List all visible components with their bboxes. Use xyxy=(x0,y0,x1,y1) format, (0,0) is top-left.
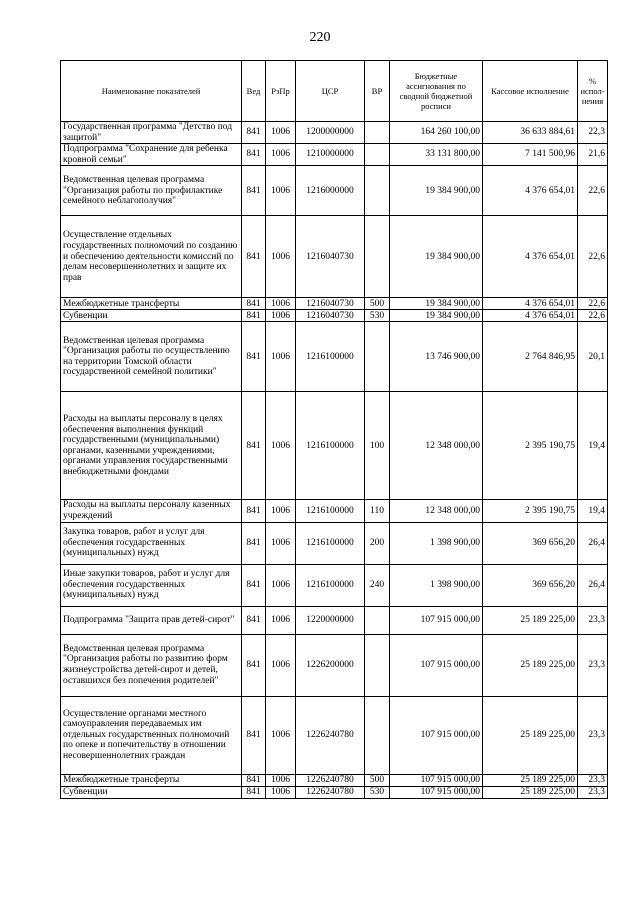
table-row xyxy=(61,786,608,798)
table-row xyxy=(61,634,608,696)
cell-cash: 25 189 225,00 xyxy=(483,606,578,634)
cell-vr: 500 xyxy=(365,774,390,786)
cell-pct: 22,6 xyxy=(578,166,608,216)
header-cash: Кассовое исполнение xyxy=(483,61,578,122)
cell-cash: 2 395 190,75 xyxy=(483,500,578,522)
table-body xyxy=(61,122,608,799)
cell-rzpr: 1006 xyxy=(266,310,296,322)
cell-pct: 26,4 xyxy=(578,522,608,564)
cell-ved: 841 xyxy=(242,522,266,564)
cell-ved: 841 xyxy=(242,774,266,786)
cell-ved: 841 xyxy=(242,634,266,696)
page-number: 220 xyxy=(309,30,331,45)
cell-name: Субвенции xyxy=(61,310,242,322)
table-row xyxy=(61,500,608,522)
cell-name: Осуществление отдельных государственных полномочий по созданию и обеспечению деятельности комиссий по делам несовершеннолетних и защите их прав xyxy=(61,216,242,298)
cell-cash: 36 633 884,61 xyxy=(483,122,578,144)
cell-ved: 841 xyxy=(242,500,266,522)
cell-budget: 12 348 000,00 xyxy=(390,500,483,522)
header-ved: Вед xyxy=(242,61,266,122)
cell-csr: 1216100000 xyxy=(296,522,365,564)
cell-cash: 2 395 190,75 xyxy=(483,392,578,500)
cell-cash: 4 376 654,01 xyxy=(483,216,578,298)
cell-budget: 13 746 900,00 xyxy=(390,322,483,392)
cell-ved: 841 xyxy=(242,322,266,392)
cell-name: Подпрограмма "Сохранение для ребенка кровной семьи" xyxy=(61,144,242,166)
cell-ved: 841 xyxy=(242,392,266,500)
cell-pct: 23,3 xyxy=(578,786,608,798)
cell-vr xyxy=(365,216,390,298)
cell-ved: 841 xyxy=(242,122,266,144)
cell-cash: 25 189 225,00 xyxy=(483,774,578,786)
cell-rzpr: 1006 xyxy=(266,122,296,144)
cell-name: Расходы на выплаты персоналу в целях обеспечения выполнения функций государственными (муниципальными) органами, казенными учреждениями, органами управления государственными внебюджетными фондами xyxy=(61,392,242,500)
cell-vr: 530 xyxy=(365,786,390,798)
cell-name: Государственная программа "Детство под защитой" xyxy=(61,122,242,144)
cell-cash: 4 376 654,01 xyxy=(483,166,578,216)
header-rzpr: РзПр xyxy=(266,61,296,122)
cell-csr: 1200000000 xyxy=(296,122,365,144)
cell-csr: 1226240780 xyxy=(296,774,365,786)
cell-vr xyxy=(365,634,390,696)
cell-ved: 841 xyxy=(242,310,266,322)
cell-csr: 1216100000 xyxy=(296,322,365,392)
cell-name: Подпрограмма "Защита прав детей-сирот" xyxy=(61,606,242,634)
cell-rzpr: 1006 xyxy=(266,522,296,564)
cell-vr: 110 xyxy=(365,500,390,522)
cell-rzpr: 1006 xyxy=(266,216,296,298)
header-pct: % испол-нения xyxy=(578,61,608,122)
cell-ved: 841 xyxy=(242,786,266,798)
cell-rzpr: 1006 xyxy=(266,696,296,774)
cell-csr: 1216040730 xyxy=(296,310,365,322)
cell-pct: 26,4 xyxy=(578,564,608,606)
cell-csr: 1216040730 xyxy=(296,298,365,310)
cell-budget: 164 260 100,00 xyxy=(390,122,483,144)
cell-name: Осуществление органами местного самоуправления передаваемых им отдельных государственных полномочий по опеке и попечительству в отношении несовершеннолетних граждан xyxy=(61,696,242,774)
cell-ved: 841 xyxy=(242,564,266,606)
cell-pct: 22,6 xyxy=(578,216,608,298)
cell-ved: 841 xyxy=(242,166,266,216)
cell-ved: 841 xyxy=(242,298,266,310)
cell-pct: 23,3 xyxy=(578,696,608,774)
cell-rzpr: 1006 xyxy=(266,392,296,500)
cell-cash: 369 656,20 xyxy=(483,564,578,606)
cell-name: Ведомственная целевая программа "Организация работы по осуществлению на территории Томской области государственной семейной политики" xyxy=(61,322,242,392)
cell-pct: 19,4 xyxy=(578,500,608,522)
cell-cash: 25 189 225,00 xyxy=(483,696,578,774)
cell-budget: 107 915 000,00 xyxy=(390,606,483,634)
cell-rzpr: 1006 xyxy=(266,500,296,522)
cell-pct: 21,6 xyxy=(578,144,608,166)
table-row xyxy=(61,392,608,500)
cell-name: Ведомственная целевая программа "Организация работы по профилактике семейного неблагополучия" xyxy=(61,166,242,216)
cell-vr xyxy=(365,322,390,392)
cell-vr xyxy=(365,166,390,216)
cell-pct: 22,6 xyxy=(578,310,608,322)
header-vr: ВР xyxy=(365,61,390,122)
cell-name: Иные закупки товаров, работ и услуг для обеспечения государственных (муниципальных) нужд xyxy=(61,564,242,606)
header-csr: ЦСР xyxy=(296,61,365,122)
table-row xyxy=(61,696,608,774)
cell-cash: 4 376 654,01 xyxy=(483,298,578,310)
cell-ved: 841 xyxy=(242,216,266,298)
cell-vr xyxy=(365,696,390,774)
cell-vr xyxy=(365,606,390,634)
cell-rzpr: 1006 xyxy=(266,564,296,606)
table-row xyxy=(61,298,608,310)
cell-rzpr: 1006 xyxy=(266,166,296,216)
cell-csr: 1226200000 xyxy=(296,634,365,696)
cell-vr: 240 xyxy=(365,564,390,606)
table-row xyxy=(61,310,608,322)
cell-rzpr: 1006 xyxy=(266,298,296,310)
cell-name: Закупка товаров, работ и услуг для обеспечения государственных (муниципальных) нужд xyxy=(61,522,242,564)
cell-vr: 100 xyxy=(365,392,390,500)
cell-name: Расходы на выплаты персоналу казенных учреждений xyxy=(61,500,242,522)
cell-rzpr: 1006 xyxy=(266,322,296,392)
cell-vr: 500 xyxy=(365,298,390,310)
cell-pct: 22,3 xyxy=(578,122,608,144)
table-row xyxy=(61,774,608,786)
cell-rzpr: 1006 xyxy=(266,606,296,634)
cell-budget: 107 915 000,00 xyxy=(390,634,483,696)
cell-budget: 19 384 900,00 xyxy=(390,298,483,310)
cell-pct: 22,6 xyxy=(578,298,608,310)
cell-budget: 1 398 900,00 xyxy=(390,564,483,606)
table-row xyxy=(61,522,608,564)
cell-budget: 107 915 000,00 xyxy=(390,774,483,786)
cell-ved: 841 xyxy=(242,606,266,634)
cell-ved: 841 xyxy=(242,696,266,774)
cell-budget: 19 384 900,00 xyxy=(390,216,483,298)
cell-cash: 4 376 654,01 xyxy=(483,310,578,322)
cell-budget: 107 915 000,00 xyxy=(390,696,483,774)
cell-cash: 2 764 846,95 xyxy=(483,322,578,392)
cell-csr: 1226240780 xyxy=(296,786,365,798)
cell-pct: 19,4 xyxy=(578,392,608,500)
cell-csr: 1216100000 xyxy=(296,500,365,522)
cell-budget: 107 915 000,00 xyxy=(390,786,483,798)
cell-pct: 23,3 xyxy=(578,634,608,696)
cell-name: Ведомственная целевая программа "Организация работы по развитию форм жизнеустройства детей-сирот и детей, оставшихся без попечения родителей" xyxy=(61,634,242,696)
table-header-row xyxy=(61,61,608,122)
header-budget: Бюджетные ассигнования по сводной бюджетной росписи xyxy=(390,61,483,122)
table-row xyxy=(61,166,608,216)
table-row xyxy=(61,216,608,298)
cell-ved: 841 xyxy=(242,144,266,166)
header-name: Наименование показателей xyxy=(61,61,242,122)
cell-pct: 23,3 xyxy=(578,774,608,786)
cell-csr: 1216000000 xyxy=(296,166,365,216)
cell-cash: 25 189 225,00 xyxy=(483,786,578,798)
budget-execution-table xyxy=(60,60,608,799)
table-row xyxy=(61,606,608,634)
cell-vr: 530 xyxy=(365,310,390,322)
cell-name: Межбюджетные трансферты xyxy=(61,298,242,310)
cell-name: Межбюджетные трансферты xyxy=(61,774,242,786)
table-row xyxy=(61,322,608,392)
cell-csr: 1216100000 xyxy=(296,392,365,500)
cell-rzpr: 1006 xyxy=(266,774,296,786)
table-row xyxy=(61,122,608,144)
cell-budget: 33 131 800,00 xyxy=(390,144,483,166)
cell-rzpr: 1006 xyxy=(266,634,296,696)
cell-rzpr: 1006 xyxy=(266,144,296,166)
cell-name: Субвенции xyxy=(61,786,242,798)
cell-budget: 19 384 900,00 xyxy=(390,310,483,322)
cell-csr: 1216040730 xyxy=(296,216,365,298)
table-row xyxy=(61,564,608,606)
cell-vr xyxy=(365,122,390,144)
cell-vr: 200 xyxy=(365,522,390,564)
cell-budget: 1 398 900,00 xyxy=(390,522,483,564)
cell-vr xyxy=(365,144,390,166)
cell-rzpr: 1006 xyxy=(266,786,296,798)
cell-budget: 19 384 900,00 xyxy=(390,166,483,216)
cell-cash: 25 189 225,00 xyxy=(483,634,578,696)
cell-cash: 369 656,20 xyxy=(483,522,578,564)
cell-pct: 23,3 xyxy=(578,606,608,634)
cell-csr: 1226240780 xyxy=(296,696,365,774)
cell-csr: 1220000000 xyxy=(296,606,365,634)
cell-cash: 7 141 500,96 xyxy=(483,144,578,166)
cell-csr: 1210000000 xyxy=(296,144,365,166)
cell-budget: 12 348 000,00 xyxy=(390,392,483,500)
table-row xyxy=(61,144,608,166)
cell-pct: 20,1 xyxy=(578,322,608,392)
cell-csr: 1216100000 xyxy=(296,564,365,606)
